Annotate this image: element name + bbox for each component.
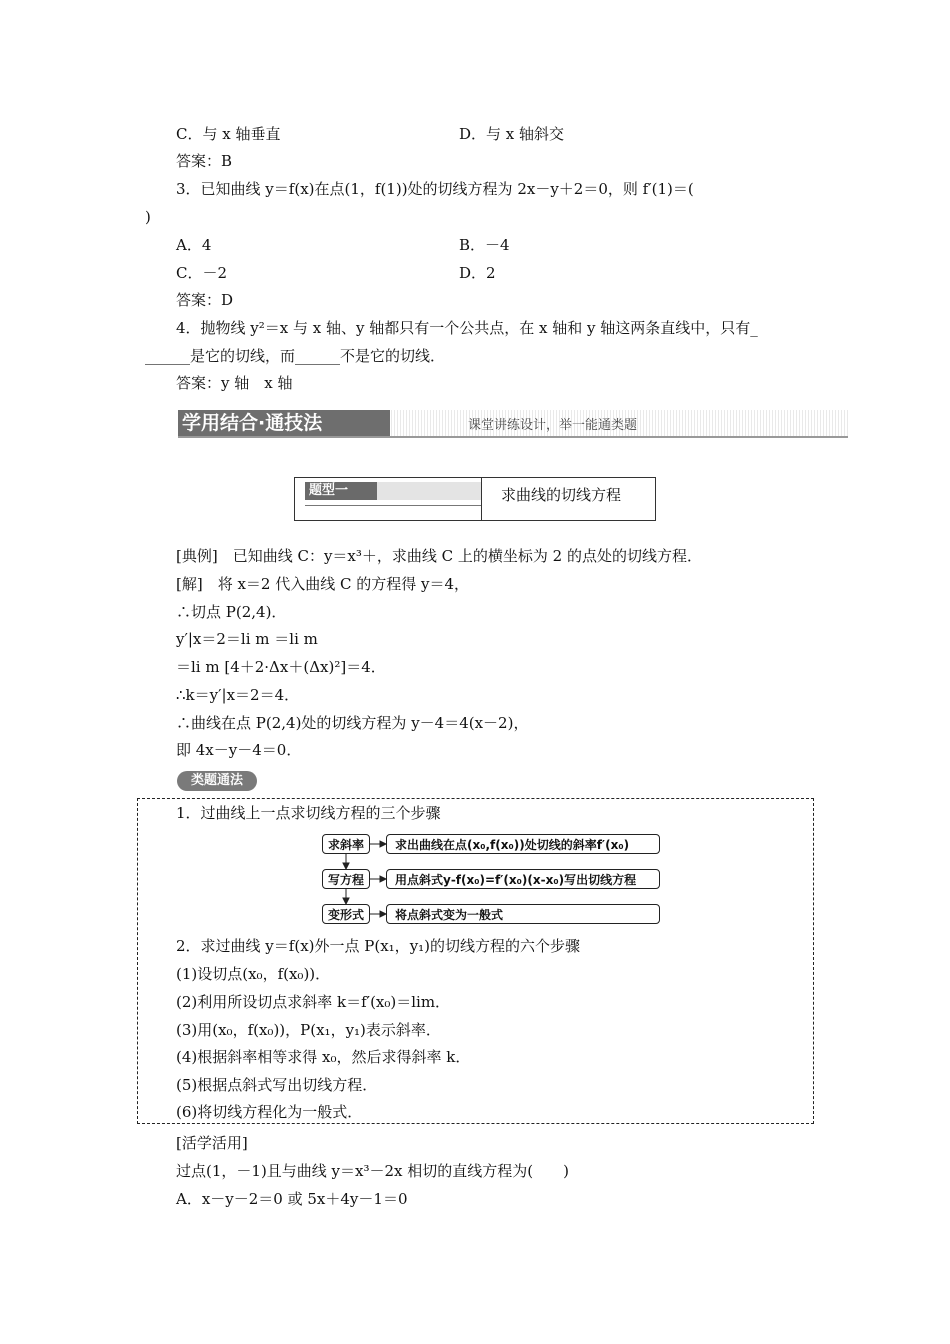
method-step: (2)利用所设切点求斜率 k＝f′(x₀)＝lim． — [176, 993, 451, 1011]
q4-stem: 4．抛物线 y²＝x 与 x 轴、y 轴都只有一个公共点，在 x 轴和 y 轴这两条直线中，只有_ — [176, 319, 758, 337]
flow-arrowhead — [343, 898, 349, 904]
method-step: (6)将切线方程化为一般式． — [176, 1103, 363, 1121]
q3-option-b: B．－4 — [459, 236, 510, 254]
example-conclusion: 即 4x－y－4＝0． — [176, 741, 302, 759]
example-solution-start: [解] 将 x＝2 代入曲线 C 的方程得 y＝4， — [176, 575, 470, 593]
q3-answer: 答案：D — [176, 291, 234, 309]
example-stem: [典例] 已知曲线 C：y＝x³＋，求曲线 C 上的横坐标为 2 的点处的切线方程． — [176, 547, 702, 565]
flow-step-box: 求斜率 — [322, 834, 370, 854]
example-step: y′|x＝2＝li m ＝li m — [176, 630, 318, 648]
method-step: (5)根据点斜式写出切线方程． — [176, 1076, 378, 1094]
method-step: (1)设切点(x₀，f(x₀))． — [176, 965, 331, 983]
example-step: ＝li m [4＋2·Δx＋(Δx)²]＝4． — [176, 658, 386, 676]
q3-stem: 3．已知曲线 y＝f(x)在点(1，f(1))处的切线方程为 2x－y＋2＝0，则 f′(1)＝( — [176, 180, 694, 198]
banner-subtitle: 课堂讲练设计，举一能通类题 — [468, 418, 638, 433]
q2-option-d: D．与 x 轴斜交 — [459, 125, 565, 143]
q4-answer: 答案：y 轴 x 轴 — [176, 374, 293, 392]
method-step: (4)根据斜率相等求得 x₀，然后求得斜率 k． — [176, 1048, 471, 1066]
practice-option-a: A．x－y－2＝0 或 5x＋4y－1＝0 — [176, 1190, 408, 1208]
method-heading-2: 2．求过曲线 y＝f(x)外一点 P(x₁，y₁)的切线方程的六个步骤 — [176, 937, 581, 955]
q3-option-d: D．2 — [459, 264, 496, 282]
example-step: ∴k＝y′|x＝2＝4． — [176, 686, 300, 704]
q3-option-c: C．－2 — [176, 264, 228, 282]
practice-stem: 过点(1，－1)且与曲线 y＝x³－2x 相切的直线方程为( ) — [176, 1162, 569, 1180]
topic-title: 求曲线的切线方程 — [501, 486, 622, 504]
example-step: ∴曲线在点 P(2,4)处的切线方程为 y－4＝4(x－2)， — [176, 714, 529, 732]
flow-arrowhead — [380, 876, 386, 882]
flow-desc-box: 用点斜式y-f(x₀)=f′(x₀)(x-x₀)写出切线方程 — [386, 869, 660, 889]
method-badge: 类题通法 — [177, 771, 257, 791]
flow-desc-box: 将点斜式变为一般式 — [386, 904, 660, 924]
flow-step-box: 写方程 — [322, 869, 370, 889]
q3-option-a: A．4 — [176, 236, 212, 254]
example-step: ∴切点 P(2,4)． — [176, 603, 287, 621]
q2-answer: 答案：B — [176, 152, 233, 170]
flow-arrowhead — [380, 841, 386, 847]
banner-title: 学用结合·通技法 — [178, 410, 390, 436]
q4-stem-continued: ______是它的切线，而______不是它的切线． — [145, 347, 446, 365]
q3-stem-continued: ) — [145, 208, 151, 226]
q2-option-c: C．与 x 轴垂直 — [176, 125, 281, 143]
flow-step-box: 变形式 — [322, 904, 370, 924]
flow-arrowhead — [380, 911, 386, 917]
flow-arrowhead — [343, 863, 349, 869]
method-heading-1: 1．过曲线上一点求切线方程的三个步骤 — [176, 804, 441, 822]
method-step: (3)用(x₀，f(x₀))，P(x₁，y₁)表示斜率． — [176, 1021, 441, 1039]
flow-desc-box: 求出曲线在点(x₀,f(x₀))处切线的斜率f′(x₀) — [386, 834, 660, 854]
practice-label: [活学活用] — [176, 1134, 248, 1152]
topic-tag: 题型一 — [305, 482, 377, 500]
